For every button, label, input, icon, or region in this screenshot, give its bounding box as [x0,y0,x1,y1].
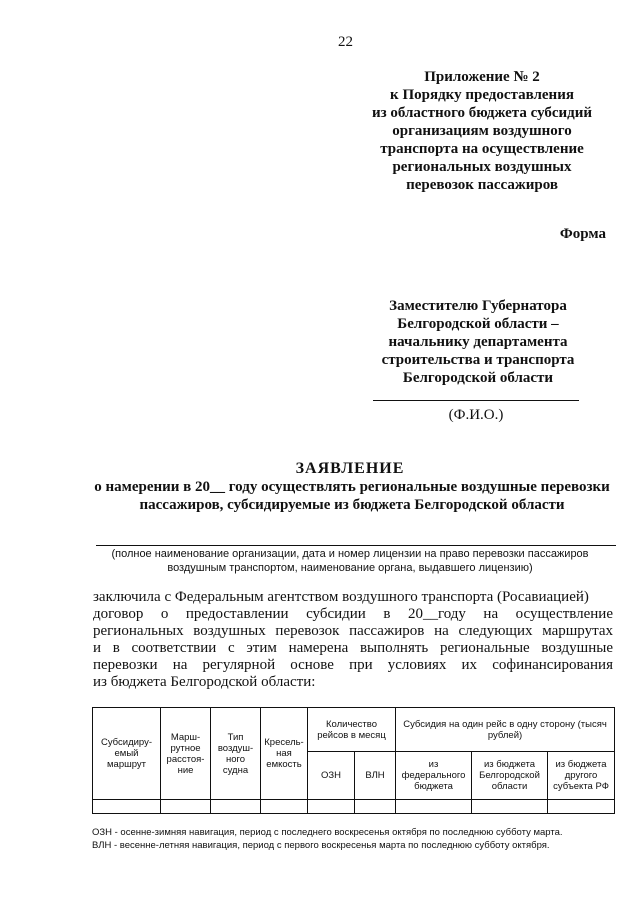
organization-hint [100,547,600,575]
table-cell [396,800,472,814]
appendix-header [352,68,612,194]
body-line: из бюджета Белгородской области: [93,674,316,690]
body-line: региональных воздушных перевозок пассажиров на следующих маршрутах [93,623,613,639]
header-vln: ВЛН [355,752,396,800]
header-flights-per-month: Количество рейсов в месяц [308,708,396,752]
header-other-region-budget: из бюджета другого субъекта РФ [548,752,615,800]
table-cell [308,800,355,814]
addressee-line: строительства и транспорта [381,352,575,368]
header-subsidy: Субсидия на один рейс в одну сторону (тысяч рублей) [396,708,615,752]
appendix-line: региональных воздушных [392,159,572,175]
fio-signature-line [373,400,579,401]
addressee-line: Белгородской области – [397,316,559,332]
table-cell [548,800,615,814]
table-cell [161,800,211,814]
header-seat-capacity: Кресель-ная емкость [261,708,308,800]
hint-line: воздушным транспортом, наименование органа, выдавшего лицензию) [167,562,533,574]
body-line: заключила с Федеральным агентством воздушного транспорта (Росавиацией) [93,589,589,605]
table-cell [261,800,308,814]
body-paragraph [93,589,613,691]
table-cell [472,800,548,814]
header-ozn: ОЗН [308,752,355,800]
body-line: перевозки на регулярной основе при условиях их софинансирования [93,657,613,673]
header-aircraft-type: Тип воздуш-ного судна [211,708,261,800]
subtitle-line: о намерении в 20__ году осуществлять региональные воздушные перевозки [94,479,610,495]
table-row [93,800,615,814]
header-route: Субсидиру-емый маршрут [93,708,161,800]
footnotes [92,826,622,852]
document-title: ЗАЯВЛЕНИЕ [295,460,405,477]
appendix-line: организациям воздушного [392,123,572,139]
document-subtitle [92,478,612,514]
addressee-line: Заместителю Губернатора [389,298,567,314]
body-line: договор о предоставлении субсидии в 20__году на осуществление [93,606,613,622]
subsidy-table-wrap [92,707,614,814]
body-line: и в соответствии с этим намерена выполнять региональные воздушные [93,640,613,656]
footnote-vln: ВЛН - весенне-летняя навигация, период с первого воскресенья марта по последнюю субботу октября. [92,840,550,851]
appendix-line: перевозок пассажиров [406,177,558,193]
addressee-line: Белгородской области [402,370,554,386]
page-number: 22 [338,34,353,50]
appendix-line: из областного бюджета субсидий [371,105,593,121]
header-route-distance: Марш-рутное расстоя-ние [161,708,211,800]
header-regional-budget: из бюджета Белгородской области [472,752,548,800]
addressee-block [372,297,584,387]
header-federal-budget: из федерального бюджета [396,752,472,800]
table-cell [211,800,261,814]
appendix-line: к Порядку предоставления [390,87,574,103]
table-cell [355,800,396,814]
subsidy-table [92,707,615,814]
addressee-line: начальнику департамента [388,334,568,350]
table-cell [93,800,161,814]
fio-label: (Ф.И.О.) [448,407,504,423]
hint-line: (полное наименование организации, дата и номер лицензии на право перевозки пассажиров [111,548,589,560]
organization-fill-line [96,545,616,546]
form-label: Форма [559,226,606,242]
appendix-line: Приложение № 2 [424,69,540,85]
footnote-ozn: ОЗН - осенне-зимняя навигация, период с последнего воскресенья октября по последнюю субботу марта. [92,827,563,838]
appendix-line: транспорта на осуществление [380,141,584,157]
subtitle-line: пассажиров, субсидируемые из бюджета Белгородской области [139,497,565,513]
